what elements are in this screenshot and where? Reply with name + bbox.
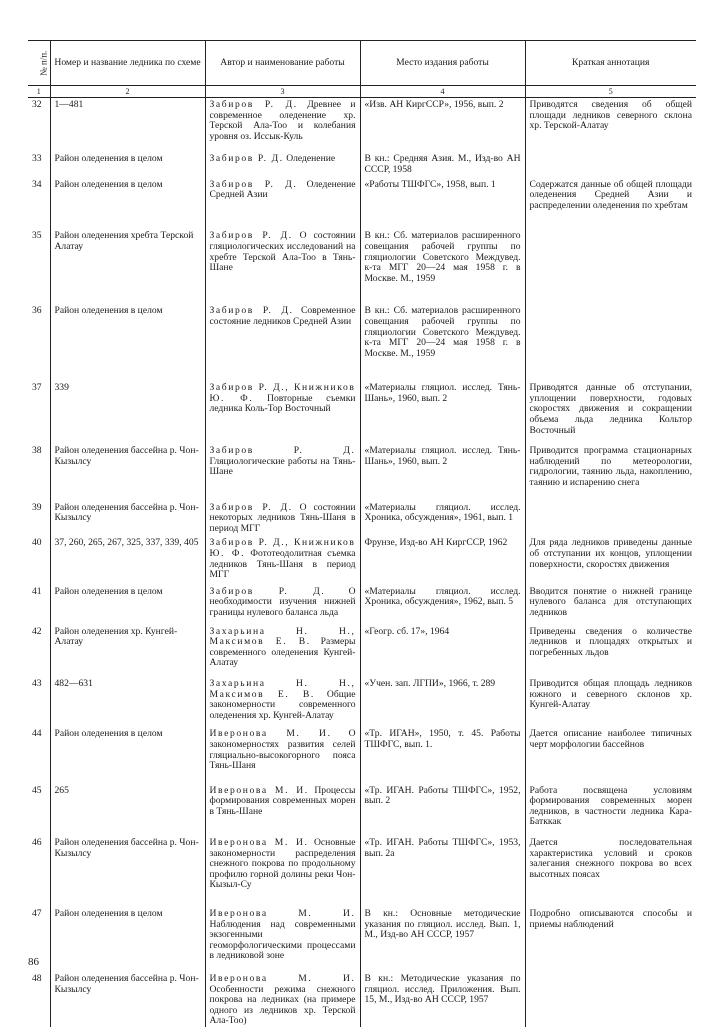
column-number: 1	[28, 86, 50, 98]
header-annotation: Краткая аннотация	[525, 41, 696, 86]
annotation-cell: Приводится программа стационарных наблюдений по метеорологии, гидрологии, таянию льда, накоплению, таянию и испарению снега	[525, 436, 696, 488]
author-cell	[205, 828, 360, 891]
glacier-cell: 37, 260, 265, 267, 325, 337, 339, 405	[50, 534, 205, 580]
entry-number: 43	[32, 677, 42, 689]
publication-cell: В кн.: Основные методические указания по гляциол. исслед. Вып. 1, М., Изд-во АН СССР, 1957	[360, 891, 525, 962]
work-title: Современное состояние ледников Средней Азии	[209, 305, 356, 327]
author-cell	[205, 721, 360, 771]
publication-cell: В кн.: Средняя Азия. М., Изд-во АН СССР, 1958	[360, 142, 525, 175]
work-title: Оледенение	[286, 153, 336, 165]
author-cell	[205, 284, 360, 359]
work-title: О состоянии некоторых ледников Тянь-Шаня в период МГГ	[209, 501, 356, 534]
author-name: Иверонова М. И.	[209, 837, 309, 849]
glacier-cell: Район оледенения в целом	[50, 891, 205, 962]
column-number: 2	[50, 86, 205, 98]
author-cell	[205, 142, 360, 175]
glacier-cell: Район оледенения хребта Терской Алатау	[50, 211, 205, 284]
author-name: Забиров Р. Д., Книжников Ю. Ф.	[209, 537, 356, 559]
glacier-cell: Район оледенения бассейна р. Чон-Кызылсу	[50, 436, 205, 488]
work-title: О необходимости изучения нижней границы нулевого баланса льда	[209, 585, 356, 618]
table-row	[28, 619, 696, 669]
bibliography-table	[28, 40, 696, 1027]
entry-number: 33	[32, 153, 42, 165]
publication-cell: «Материалы гляциол. исслед. Хроника, обсуждения», 1962, вып. 5	[360, 581, 525, 619]
author-name: Забиров Р. Д.	[209, 501, 293, 513]
table-row	[28, 772, 696, 828]
author-cell	[205, 176, 360, 212]
work-title: Особенности режима снежного покрова на ледниках (на примере одного из ледников хр. Терской Ала-Тоо)	[209, 983, 356, 1027]
entry-number: 47	[32, 908, 42, 920]
author-cell	[205, 534, 360, 580]
entry-number: 45	[32, 784, 42, 796]
glacier-cell: 339	[50, 359, 205, 436]
annotation-cell	[525, 962, 696, 1027]
table-row	[28, 891, 696, 962]
publication-cell: «Материалы гляциол. исслед. Тянь-Шань», 1960, вып. 2	[360, 436, 525, 488]
author-cell	[205, 962, 360, 1027]
entry-number: 44	[32, 728, 42, 740]
author-cell	[205, 436, 360, 488]
table-row	[28, 534, 696, 580]
table-row	[28, 142, 696, 175]
page-number: 86	[28, 956, 39, 968]
work-title: Древнее и современное оледенение хр. Терской Ала-Тоо и колебания уровня оз. Иссык-Куль	[209, 99, 356, 142]
publication-cell: В кн.: Методические указания по гляциол. исслед. Приложения. Вып. 15, М., Изд-во АН СССР, 1957	[360, 962, 525, 1027]
publication-cell: «Тр. ИГАН», 1950, т. 45. Работы ТШФГС, вып. 1.	[360, 721, 525, 771]
annotation-cell	[525, 211, 696, 284]
entry-number: 48	[32, 973, 42, 984]
annotation-cell: Вводится понятие о нижней границе нулевого баланса для отступающих ледников	[525, 581, 696, 619]
author-name: Забиров Р. Д.	[209, 585, 326, 597]
glacier-cell: Район оледенения в целом	[50, 142, 205, 175]
publication-cell: «Материалы гляциол. исслед. Хроника, обсуждения», 1961, вып. 1	[360, 489, 525, 535]
author-cell	[205, 891, 360, 962]
publication-cell: Фрунзе, Изд-во АН КиргССР, 1962	[360, 534, 525, 580]
work-title: Основные закономерности распределения снежного покрова по продольному профилю горной долины реки Чон-Кызыл-Су	[209, 837, 356, 891]
annotation-cell: Приводятся данные об отступании, уплощении поверхности, годовых скоростях движения и сокращении объема льда ледника Кольтор Восточный	[525, 359, 696, 436]
header-author: Автор и наименование работы	[205, 41, 360, 86]
author-name: Иверонова М. И.	[209, 908, 356, 920]
author-cell	[205, 359, 360, 436]
author-cell	[205, 581, 360, 619]
work-title: Повторные съемки ледника Коль-Тор Восточный	[209, 392, 356, 415]
glacier-cell: Район оледенения хр. Кунгей-Алатау	[50, 619, 205, 669]
publication-cell: «Геогр. сб. 17», 1964	[360, 619, 525, 669]
glacier-cell: Район оледенения бассейна р. Чон-Кызылсу	[50, 828, 205, 891]
entry-number: 36	[32, 305, 42, 317]
column-number-row	[28, 86, 696, 98]
work-title: Процессы формирования современных морен в Тянь-Шане	[209, 784, 356, 817]
work-title: Оледенение Средней Азии	[209, 178, 356, 201]
author-name: Забиров Р. Д.	[209, 153, 284, 165]
work-title: Общие закономерности современного оледенения хр. Кунгей-Алатау	[209, 688, 356, 721]
author-name: Забиров Р. Д., Книжников Ю. Ф.	[209, 382, 356, 404]
author-name: Забиров Р. Д.	[209, 230, 293, 242]
table-row	[28, 669, 696, 721]
annotation-cell	[525, 284, 696, 359]
author-cell	[205, 489, 360, 535]
work-title: Размеры современного оледенения Кунгей-Алатау	[209, 636, 356, 669]
publication-cell: В кн.: Сб. материалов расширенного совещания рабочей группы по гляциологии Советского Междувед. к-та МГГ 20—24 мая 1958 г. в Москве. М., 1959	[360, 284, 525, 359]
entry-number: 41	[32, 585, 42, 597]
author-cell	[205, 211, 360, 284]
glacier-cell: Район оледенения в целом	[50, 581, 205, 619]
glacier-cell: 1—481	[50, 98, 205, 143]
header-glacier: Номер и название ледника по схеме	[50, 41, 205, 86]
work-title: Гляциологические работы на Тянь-Шане	[209, 455, 356, 478]
table-row	[28, 359, 696, 436]
author-name: Забиров Р. Д.	[209, 305, 294, 317]
author-cell	[205, 98, 360, 143]
author-name: Захарьина Н. Н., Максимов Е. В.	[209, 677, 356, 700]
header-publication: Место издания работы	[360, 41, 525, 86]
publication-cell: «Работы ТШФГС», 1958, вып. 1	[360, 176, 525, 212]
glacier-cell: 265	[50, 772, 205, 828]
work-title: О закономерностях развития селей гляциально-высокогорного пояса Тянь-Шаня	[209, 728, 356, 772]
author-cell	[205, 669, 360, 721]
glacier-cell: Район оледенения в целом	[50, 284, 205, 359]
glacier-cell: 482—631	[50, 669, 205, 721]
annotation-cell: Приводится общая площадь ледников южного и северного склонов хр. Кунгей-Алатау	[525, 669, 696, 721]
author-name: Забиров Р. Д.	[209, 178, 298, 190]
annotation-cell	[525, 142, 696, 175]
column-number: 5	[525, 86, 696, 98]
entry-number: 40	[32, 537, 42, 549]
publication-cell: «Тр. ИГАН. Работы ТШФГС», 1952, вып. 2	[360, 772, 525, 828]
table-row	[28, 436, 696, 488]
table-row	[28, 176, 696, 212]
entry-number: 42	[32, 625, 42, 637]
table-row	[28, 581, 696, 619]
annotation-cell: Приведены сведения о количестве ледников и площадях открытых и погребенных льдов	[525, 619, 696, 669]
glacier-cell: Район оледенения бассейна р. Чон-Кызылсу	[50, 962, 205, 1027]
author-name: Иверонова М. И.	[209, 973, 356, 984]
author-name: Забиров Р. Д.	[209, 99, 298, 110]
column-number: 3	[205, 86, 360, 98]
author-name: Захарьина Н. Н., Максимов Е. В.	[209, 625, 356, 648]
work-title: Фототеодолитная съемка ледников Тянь-Шаня в период МГГ	[209, 548, 356, 581]
annotation-cell: Приводятся сведения об общей площади ледников северного склона хр. Терской-Алатау	[525, 98, 696, 143]
annotation-cell: Подробно описываются способы и приемы наблюдений	[525, 891, 696, 962]
entry-number: 34	[32, 178, 42, 190]
annotation-cell: Для ряда ледников приведены данные об отступании их концов, уплощении поверхности, скоростях движения	[525, 534, 696, 580]
glacier-cell: Район оледенения в целом	[50, 176, 205, 212]
annotation-cell: Дается описание наиболее типичных черт морфологии бассейнов	[525, 721, 696, 771]
entry-number: 35	[32, 230, 42, 242]
entry-number: 46	[32, 837, 42, 849]
glacier-cell: Район оледенения бассейна р. Чон-Кызылсу	[50, 489, 205, 535]
author-name: Забиров Р. Д.	[209, 445, 356, 457]
table-row	[28, 284, 696, 359]
author-name: Иверонова М. И.	[209, 728, 332, 740]
table-row	[28, 98, 696, 143]
work-title: О состоянии гляциологических исследований на хребте Терской Ала-Тоо в Тянь-Шане	[209, 230, 356, 274]
header-number: № п/п.	[28, 41, 50, 86]
entry-number: 39	[32, 501, 42, 513]
entry-number: 37	[32, 382, 42, 394]
work-title: Наблюдения над современными экзогенными геоморфологическими процессами в ледниковой зоне	[209, 918, 356, 962]
table-row	[28, 489, 696, 535]
annotation-cell: Дается последовательная характеристика условий и сроков залегания снежного покрова во всех высотных поясах	[525, 828, 696, 891]
table-row	[28, 211, 696, 284]
table-header-row	[28, 41, 696, 86]
publication-cell: В кн.: Сб. материалов расширенного совещания рабочей группы по гляциологии Советского Междувед. к-та МГГ 20—24 мая 1958 г. в Москве. М., 1959	[360, 211, 525, 284]
table-row	[28, 828, 696, 891]
publication-cell: «Изв. АН КиргССР», 1956, вып. 2	[360, 98, 525, 143]
annotation-cell	[525, 489, 696, 535]
author-cell	[205, 619, 360, 669]
author-name: Иверонова М. И.	[209, 784, 309, 796]
entry-number: 32	[32, 99, 42, 110]
table-row	[28, 962, 696, 1027]
publication-cell: «Тр. ИГАН. Работы ТШФГС», 1953, вып. 2а	[360, 828, 525, 891]
author-cell	[205, 772, 360, 828]
table-row	[28, 721, 696, 771]
annotation-cell: Содержатся данные об общей площади оледенения Средней Азии и распределении оледенения по хребтам	[525, 176, 696, 212]
column-number: 4	[360, 86, 525, 98]
glacier-cell: Район оледенения в целом	[50, 721, 205, 771]
publication-cell: «Учен. зап. ЛГПИ», 1966, т. 289	[360, 669, 525, 721]
publication-cell: «Материалы гляциол. исслед. Тянь-Шань», 1960, вып. 2	[360, 359, 525, 436]
entry-number: 38	[32, 445, 42, 457]
annotation-cell: Работа посвящена условиям формирования современных морен ледников, в частности ледника Кара-Батккак	[525, 772, 696, 828]
